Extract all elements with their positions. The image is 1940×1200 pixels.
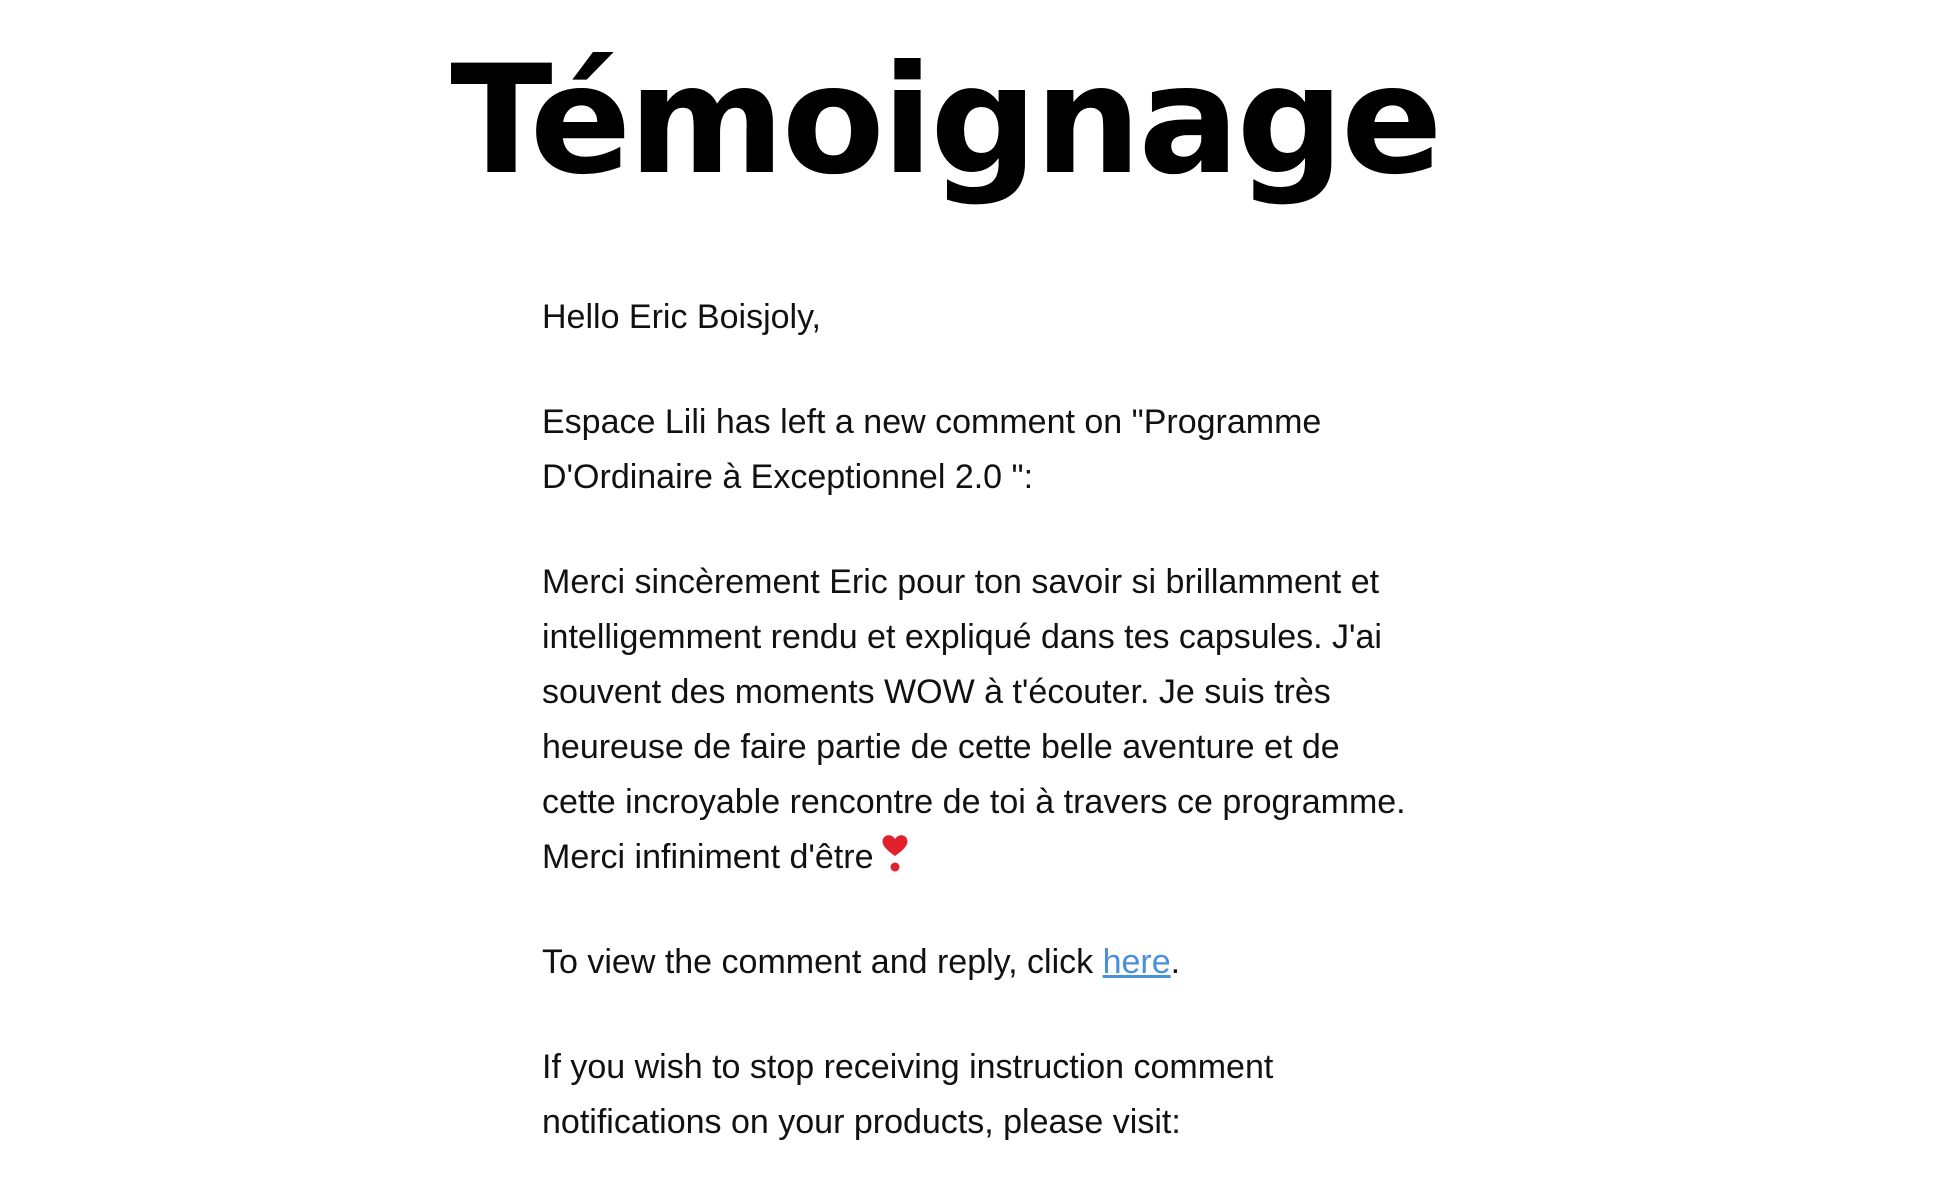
heart-exclamation-icon	[880, 834, 910, 874]
reply-link[interactable]: here	[1102, 943, 1171, 981]
comment-text: Merci sincèrement Eric pour ton savoir si brillamment et intelligemment rendu et expliqué dans tes capsules. J'ai souvent des moments WOW à t'écouter. Je suis très heureuse de faire partie de cette belle aventure et de cette incroyable rencontre de toi à travers ce programme. Merci infiniment d'être	[542, 563, 1406, 876]
page-title: Témoignage	[450, 34, 1440, 208]
email-comment	[542, 555, 1422, 885]
email-notice: Espace Lili has left a new comment on "Programme D'Ordinaire à Exceptionnel 2.0 ":	[542, 403, 1322, 496]
email-greeting: Hello Eric Boisjoly,	[542, 298, 822, 336]
reply-suffix: .	[1170, 943, 1181, 981]
email-body	[542, 290, 1422, 1200]
email-reply-line	[542, 935, 1422, 990]
email-unsubscribe: If you wish to stop receiving instruction comment notifications on your products, please visit:	[542, 1048, 1274, 1141]
reply-prefix: To view the comment and reply, click	[542, 943, 1094, 981]
